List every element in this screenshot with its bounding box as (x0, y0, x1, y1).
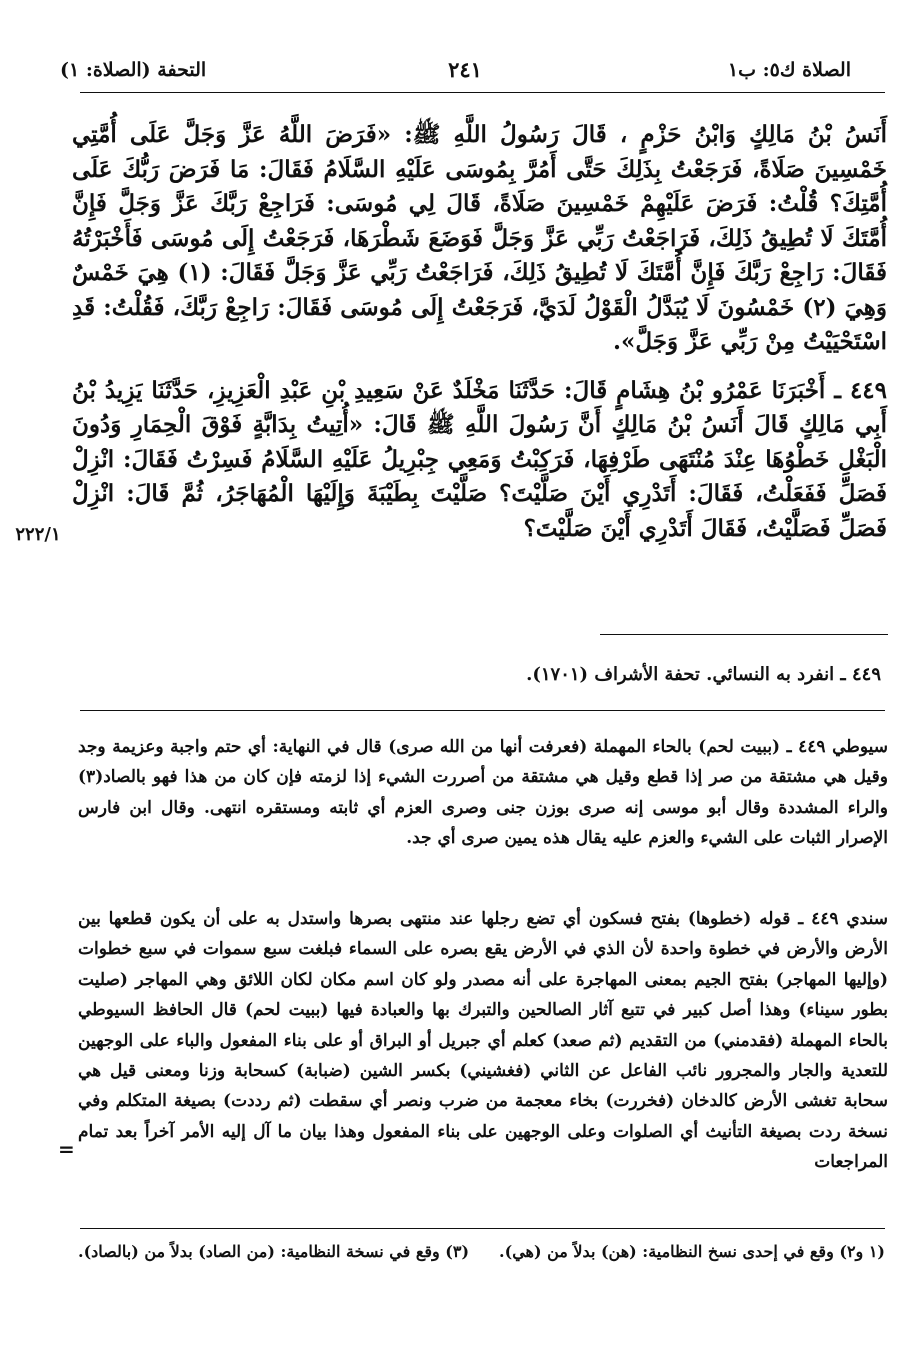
footnote-divider (80, 1228, 885, 1229)
margin-reference: ٢٢٢/١ (15, 524, 61, 545)
header-divider (80, 92, 885, 93)
hadith-448-continuation: أَنَسُ بْنُ مَالِكٍ وَابْنُ حَزْمٍ ، قَالَ رَسُولُ اللَّهِ ﷺ: «فَرَضَ اللَّهُ عَزَّ وَجَلَّ عَلَى أُمَّتِي خَمْسِينَ صَلَاةً، فَرَجَعْتُ بِذَلِكَ حَتَّى أَمُرَّ بِمُوسَى عَلَيْهِ السَّلَامُ فَقَالَ: مَا فَرَضَ رَبُّكَ عَلَى أُمَّتِكَ؟ قُلْتُ: فَرَضَ عَلَيْهِمْ خَمْسِينَ صَلَاةً، قَالَ لِي مُوسَى: فَرَاجِعْ رَبَّكَ عَزَّ وَجَلَّ فَإِنَّ أُمَّتَكَ لَا تُطِيقُ ذَلِكَ، فَرَاجَعْتُ رَبِّي عَزَّ وَجَلَّ فَوَضَعَ شَطْرَهَا، فَرَجَعْتُ إِلَى مُوسَى فَأَخْبَرْتُهُ فَقَالَ: رَاجِعْ رَبَّكَ فَإِنَّ أُمَّتَكَ لَا تُطِيقُ ذَلِكَ، فَرَاجَعْتُ رَبِّي عَزَّ وَجَلَّ فَقَالَ: (١) هِيَ خَمْسٌ وَهِيَ (٢) خَمْسُونَ لَا يُبَدَّلُ الْقَوْلُ لَدَيَّ، فَرَجَعْتُ إِلَى مُوسَى فَقَالَ: رَاجِعْ رَبَّكَ، فَقُلْتُ: قَدِ اسْتَحْيَيْتُ مِنْ رَبِّي عَزَّ وَجَلَّ». (72, 121, 888, 355)
sindi-text: سندي ٤٤٩ ـ قوله (خطوها) بفتح فسكون أي تضع رجلها عند منتهى بصرها واستدل به على أن يكون قطعها بين الأرض والأرض في خطوة واحدة لأن الذي في الأرض يقع بصره على السماء فبلغت سبع سموات في سبع خطوات (وإليها المهاجر) بفتح الجيم بمعنى المهاجرة على أنه مصدر ولو كان اسم مكان لكان اللائق وهي المهاجر (صليت بطور سيناء) وهذا أصل كبير في تتبع آثار الصالحين والتبرك بها والعبادة فيها (ببيت لحم) قال الحافظ السيوطي بالحاء المهملة (فقدمني) من التقديم (ثم صعد) كعلم أي جبريل أو البراق أو على بناء المفعول والباء على الوجهين للتعدية والجار والمجرور نائب الفاعل عن الثاني (فغشيني) بكسر الشين (ضبابة) كسحابة وزنا ومعنى قيل هي سحابة تغشى الأرض كالدخان (فخررت) بخاء معجمة من ضرب ونصر أي سقطت (ثم رددت) بصيغة المتكلم وفي نسخة ردت بصيغة التأنيث أي الصلوات وعلى الوجهين على بناء المفعول وهذا بيان ما آل إليه الأمر آخراً بعد تمام المراجعات (78, 909, 889, 1173)
takhrij-divider (600, 634, 888, 635)
continuation-mark: = (58, 1137, 75, 1161)
commentary-sindi (78, 904, 888, 1178)
suyuti-text: سيوطي ٤٤٩ ـ (ببيت لحم) بالحاء المهملة (فعرفت أنها من الله صرى) قال في النهاية: أي حتم واجبة وعزيمة وجد وقيل هي مشتقة من صر إذا قطع وقيل هي مشتقة من أصررت الشيء إذا لزمته فإن كان من هذا فهو بالصاد(٣) والراء المشددة وقال أبو موسى إنه صرى بوزن جنى وصرى العزم أي ثابته ومستقره انتهى. وقال ابن فارس الإصرار الثبات على الشيء والعزم عليه يقال هذه يمين صرى أي جد. (78, 737, 888, 849)
commentary-divider (80, 710, 885, 711)
footnote-1-2: (١ و٢) وقع في إحدى نسخ النظامية: (هن) بدلاً من (هي). (499, 1242, 885, 1261)
header-tuhfa-ref: التحفة (الصلاة: ١) (60, 59, 207, 81)
hadith-text (72, 118, 887, 546)
takhrij-note: ٤٤٩ ـ انفرد به النسائي. تحفة الأشراف (١٧٠١). (526, 664, 881, 685)
footnote-3: (٣) وقع في نسخة النظامية: (من الصاد) بدلاً من (بالصاد). (78, 1242, 470, 1261)
commentary-suyuti (78, 732, 888, 854)
hadith-449: ٤٤٩ ـ أَخْبَرَنَا عَمْرُو بْنُ هِشَامٍ قَالَ: حَدَّثَنَا مَخْلَدٌ عَنْ سَعِيدِ بْنِ عَبْدِ الْعَزِيزِ، حَدَّثَنَا يَزِيدُ بْنُ أَبِي مَالِكٍ قَالَ أَنَسُ بْنُ مَالِكٍ أَنَّ رَسُولَ اللَّهِ ﷺ قَالَ: «أُتِيتُ بِدَابَّةٍ فَوْقَ الْحِمَارِ وَدُونَ الْبَغْلِ خَطْوُهَا عِنْدَ مُنْتَهَى طَرْفِهَا، فَرَكِبْتُ وَمَعِي جِبْرِيلُ عَلَيْهِ السَّلَامُ فَسِرْتُ فَقَالَ: انْزِلْ فَصَلِّ فَفَعَلْتُ، فَقَالَ: أَتَدْرِي أَيْنَ صَلَّيْتَ؟ صَلَّيْتَ بِطَيْبَةَ وَإِلَيْهَا الْمُهَاجَرُ، ثُمَّ قَالَ: انْزِلْ فَصَلِّ فَصَلَّيْتُ، فَقَالَ أَتَدْرِي أَيْنَ صَلَّيْتَ؟ (72, 376, 887, 542)
header-chapter-ref: الصلاة ك٥: ب١ (727, 59, 851, 81)
page-number: ٢٤١ (448, 57, 482, 82)
